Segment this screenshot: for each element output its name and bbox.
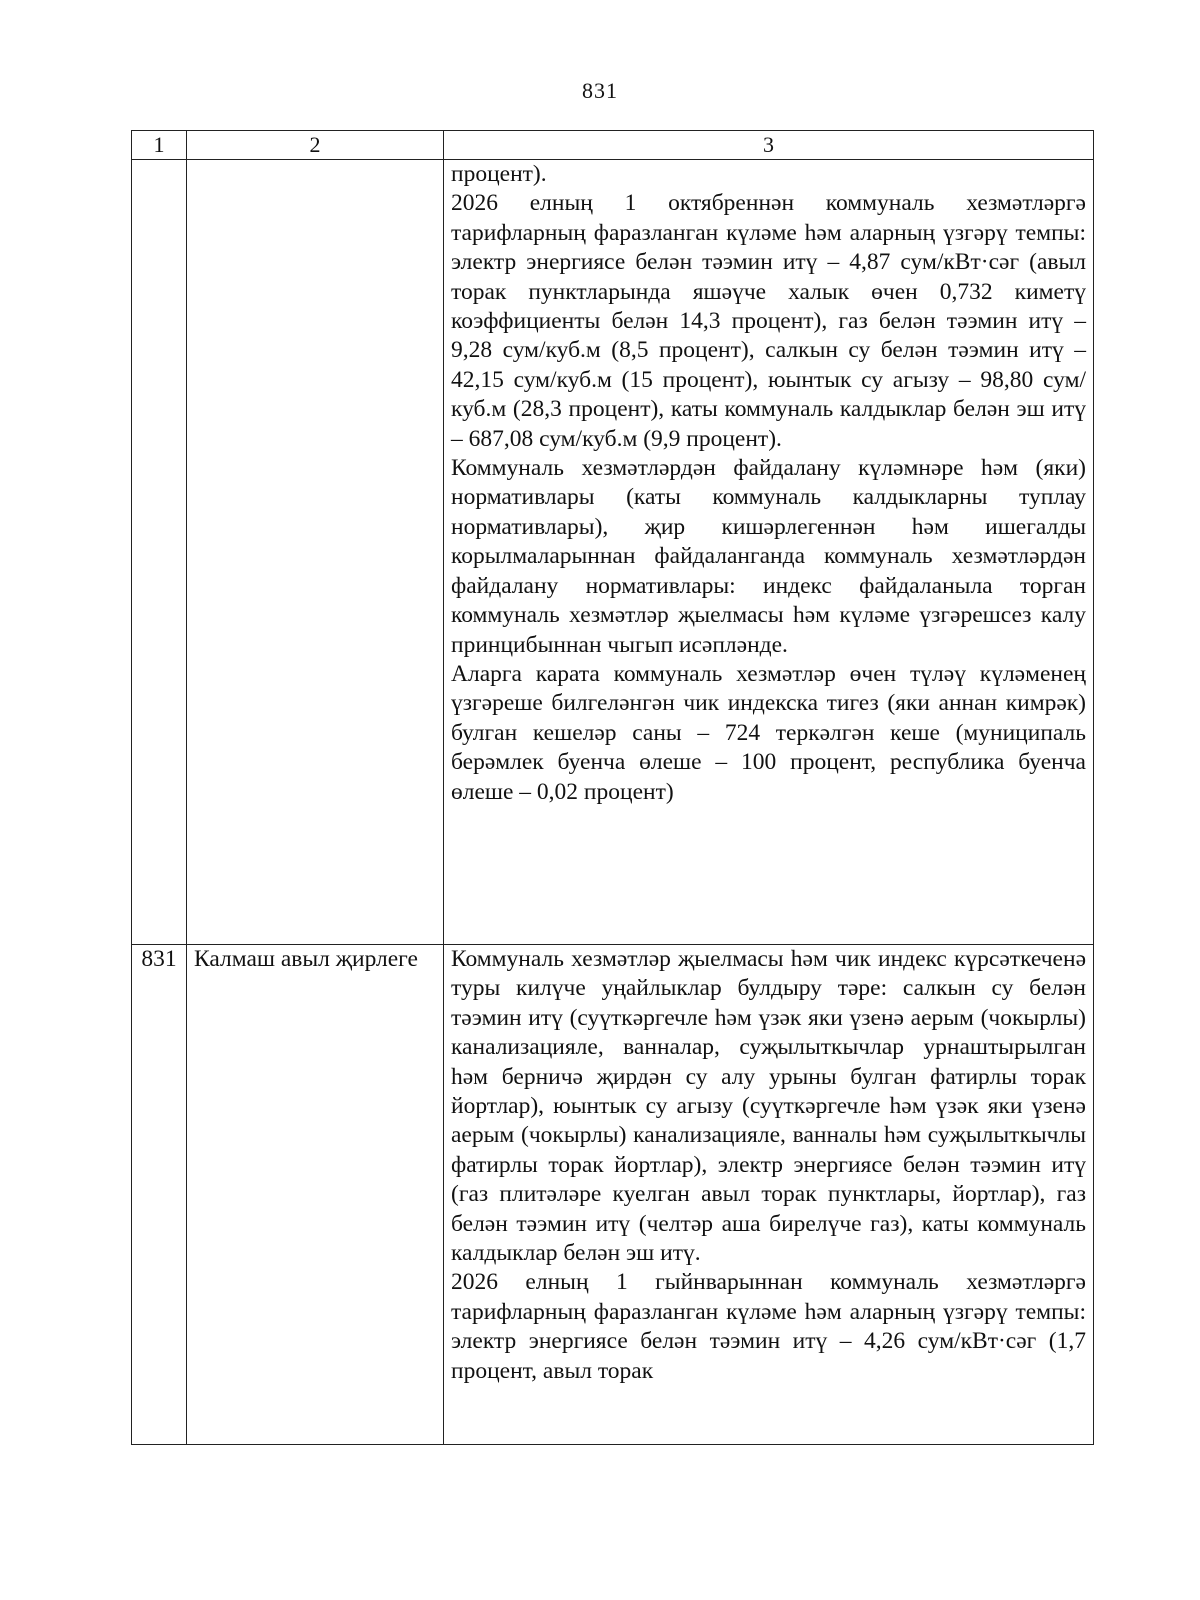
table-header-row [132, 131, 1094, 160]
table-row [132, 160, 1094, 945]
paragraph: 2026 елның 1 октябреннән коммуналь хезмәтләргә тарифларның фаразланган күләме һәм аларның үзгәрү темпы: электр энергиясе белән тәэмин итү – 4,87 сум/кВт·сәг (авыл торак пунктларында яшәүче халык өчен 0,732 киметү коэффициенты белән 14,3 процент), газ белән тәэмин итү – 9,28 сум/куб.м (8,5 процент), салкын су белән тәэмин итү – 42,15 сум/куб.м (15 процент), юынтык су агызу – 98,80 сум/куб.м (28,3 процент), каты коммуналь калдыклар белән эш итү – 687,08 сум/куб.м (9,9 процент). [451, 190, 1086, 452]
page-number: 831 [582, 78, 618, 103]
settlement-name-cell: Калмаш авыл җирлеге [187, 945, 444, 1445]
settlement-name-cell [187, 160, 444, 945]
description-cell [444, 945, 1094, 1445]
row-number-cell: 831 [132, 945, 187, 1445]
paragraph: процент). [451, 161, 547, 187]
paragraph: Коммуналь хезмәтләр җыелмасы һәм чик индекс күрсәткеченә туры килүче уңайлыклар булдыру тәре: салкын су белән тәэмин итү (суүткәргечле һәм үзәк яки үзенә аерым (чокырлы) канализацияле, ванналар, суҗылыткычлар урнаштырылган һәм берничә җирдән су алу урыны булган фатирлы торак йортлар), юынтык су агызу (суүткәргечле һәм үзәк яки үзенә аерым (чокырлы) канализацияле, ванналы һәм суҗылыткычлы фатирлы торак йортлар), электр энергиясе белән тәэмин итү (газ плитәләре куелган авыл торак пунктлары, йортлар), газ белән тәэмин итү (челтәр аша бирелүче газ), каты коммуналь калдыклар белән эш итү. [451, 946, 1086, 1267]
paragraph: Аларга карата коммуналь хезмәтләр өчен түләү күләменең үзгәреше билгеләнгән чик индекска тигез (яки аннан кимрәк) булган кешеләр саны – 724 теркәлгән кеше (муниципаль берәмлек буенча өлеше – 100 процент, республика буенча өлеше – 0,02 процент) [451, 660, 1086, 805]
tariff-table [131, 130, 1094, 1445]
column-header-1: 1 [132, 131, 187, 160]
paragraph: 2026 елның 1 гыйнварыннан коммуналь хезмәтләргә тарифларның фаразланган күләме һәм аларның үзгәрү темпы: электр энергиясе белән тәэмин итү – 4,26 сум/кВт·сәг (1,7 процент, авыл торак [451, 1269, 1086, 1384]
description-cell [444, 160, 1094, 945]
column-header-3: 3 [444, 131, 1094, 160]
paragraph: Коммуналь хезмәтләрдән файдалану күләмнәре һәм (яки) нормативлары (каты коммуналь калдыкларны туплау нормативлары), җир кишәрлегеннән һәм ишегалды корылмаларыннан файдаланганда коммуналь хезмәтләрдән файдалану нормативлары: индекс файдаланыла торган коммуналь хезмәтләр җыелмасы һәм күләме үзгәрешсез калу принцибыннан чыгып исәпләнде. [451, 455, 1086, 658]
row-number-cell [132, 160, 187, 945]
column-header-2: 2 [187, 131, 444, 160]
table-row [132, 945, 1094, 1445]
